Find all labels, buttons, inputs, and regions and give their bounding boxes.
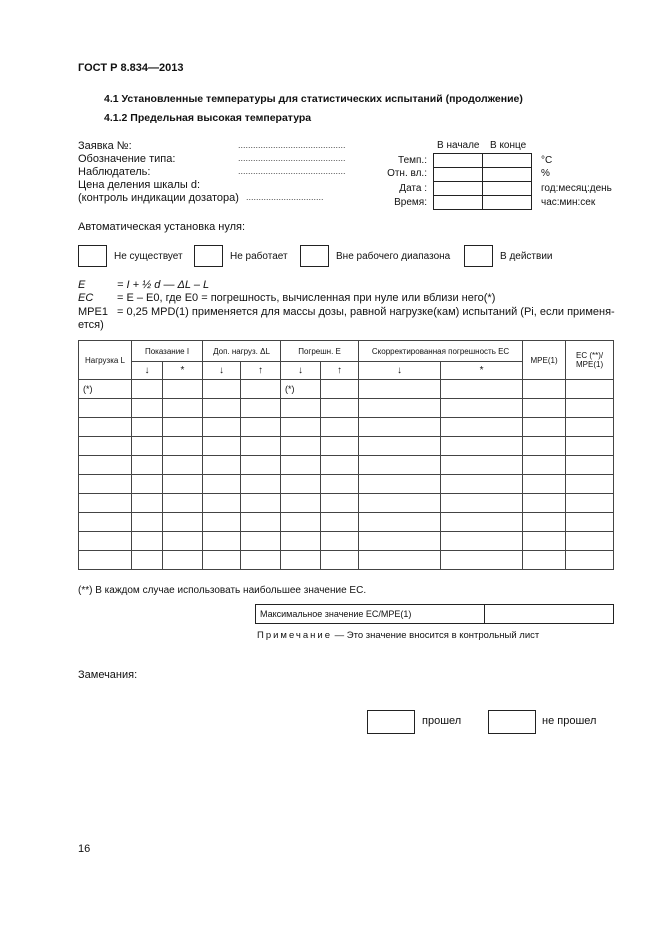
table-cell[interactable] — [163, 513, 203, 532]
table-cell[interactable] — [441, 551, 523, 570]
date-end-cell[interactable] — [483, 182, 532, 196]
scale-label: Цена деления шкалы d: — [78, 179, 200, 191]
formula-ec: = E – E0, где E0 = погрешность, вычисленная при нуле или вблизи него(*) — [117, 292, 496, 304]
formula-mpe-symbol: MPE1 — [78, 306, 108, 318]
header-corrected: Скорректированная погрешность EC — [359, 341, 523, 362]
table-row — [79, 513, 614, 532]
table-cell[interactable] — [163, 494, 203, 513]
cond-start-header: В начале — [437, 140, 480, 151]
formula-ec-symbol: EC — [78, 292, 94, 304]
table-cell[interactable] — [523, 513, 566, 532]
table-cell[interactable] — [441, 494, 523, 513]
remarks-label: Замечания: — [78, 669, 138, 681]
application-label: Заявка №: — [78, 140, 132, 152]
table-cell[interactable] — [281, 532, 321, 551]
table-cell[interactable] — [321, 456, 359, 475]
cond-unit-time: час:мин:сек — [541, 197, 596, 208]
table-cell[interactable] — [132, 456, 163, 475]
header-load: Нагрузка L — [79, 341, 132, 380]
passed-label: прошел — [422, 715, 462, 727]
cond-unit-date: год:месяц:день — [541, 183, 612, 194]
temp-start-cell[interactable] — [434, 154, 483, 168]
table-cell[interactable] — [566, 494, 614, 513]
table-cell[interactable] — [79, 456, 132, 475]
table-cell[interactable] — [441, 456, 523, 475]
table-cell[interactable] — [281, 494, 321, 513]
table-cell[interactable] — [79, 532, 132, 551]
table-row — [79, 475, 614, 494]
table-cell[interactable] — [441, 513, 523, 532]
cond-end-header: В конце — [490, 140, 527, 151]
checkbox-out-of-range[interactable] — [300, 245, 329, 267]
table-cell[interactable] — [441, 399, 523, 418]
table-cell[interactable] — [132, 399, 163, 418]
table-cell[interactable] — [132, 437, 163, 456]
table-cell[interactable] — [79, 551, 132, 570]
table-cell[interactable] — [359, 551, 441, 570]
indication-dots: ............................... — [246, 192, 324, 202]
arrow-star: * — [163, 362, 203, 380]
application-dots: ........................................... — [238, 140, 346, 150]
arrow-down: ↓ — [281, 362, 321, 380]
table-cell[interactable] — [321, 475, 359, 494]
humidity-start-cell[interactable] — [434, 168, 483, 182]
table-cell[interactable] — [241, 456, 281, 475]
table-cell[interactable] — [241, 532, 281, 551]
table-cell[interactable] — [321, 513, 359, 532]
table-cell[interactable] — [359, 513, 441, 532]
time-start-cell[interactable] — [434, 196, 483, 210]
table-cell[interactable] — [523, 494, 566, 513]
table-row — [79, 418, 614, 437]
table-cell[interactable] — [203, 475, 241, 494]
table-cell[interactable] — [281, 437, 321, 456]
note-text: — Это значение вносится в контрольный лист — [332, 630, 540, 641]
table-cell[interactable] — [281, 399, 321, 418]
table-cell[interactable] — [241, 475, 281, 494]
table-cell[interactable] — [79, 494, 132, 513]
checkbox-not-exists[interactable] — [78, 245, 107, 267]
table-cell[interactable] — [359, 456, 441, 475]
failed-label: не прошел — [542, 715, 597, 727]
type-dots: ........................................... — [238, 153, 346, 163]
arrow-star: * — [441, 362, 523, 380]
formula-mpe-cont: ется) — [78, 319, 104, 331]
table-cell[interactable] — [132, 475, 163, 494]
checkbox-passed[interactable] — [367, 710, 415, 734]
cond-unit-humidity: % — [541, 168, 550, 179]
table-cell[interactable] — [241, 437, 281, 456]
table-cell[interactable] — [163, 437, 203, 456]
table-cell[interactable] — [132, 494, 163, 513]
option-active: В действии — [500, 251, 553, 262]
table-cell[interactable] — [203, 513, 241, 532]
table-cell[interactable] — [359, 437, 441, 456]
table-cell[interactable] — [203, 494, 241, 513]
checkbox-not-working[interactable] — [194, 245, 223, 267]
table-row — [79, 456, 614, 475]
cond-label-temp: Темп.: — [398, 155, 427, 166]
header-ratio: EC (**)/ MPE(1) — [566, 341, 614, 380]
table-cell[interactable] — [132, 513, 163, 532]
table-cell[interactable] — [321, 532, 359, 551]
table-cell[interactable] — [359, 494, 441, 513]
table-cell[interactable] — [281, 475, 321, 494]
page-number: 16 — [78, 843, 91, 855]
table-row — [79, 437, 614, 456]
table-cell[interactable] — [359, 475, 441, 494]
table-cell[interactable] — [241, 418, 281, 437]
humidity-end-cell[interactable] — [483, 168, 532, 182]
header-mpe: MPE(1) — [523, 341, 566, 380]
table-cell[interactable] — [359, 532, 441, 551]
header-indication: Показание I — [132, 341, 203, 362]
temp-end-cell[interactable] — [483, 154, 532, 168]
section-subtitle: 4.1.2 Предельная высокая температура — [104, 112, 312, 124]
cond-label-humidity: Отн. вл.: — [387, 168, 427, 179]
table-cell[interactable] — [79, 475, 132, 494]
table-cell[interactable] — [79, 513, 132, 532]
table-cell[interactable] — [241, 399, 281, 418]
cond-unit-temp: °C — [541, 155, 553, 166]
table-cell[interactable] — [359, 418, 441, 437]
table-cell[interactable] — [79, 437, 132, 456]
type-label: Обозначение типа: — [78, 153, 176, 165]
observer-dots: ........................................... — [238, 166, 346, 176]
table-cell[interactable] — [281, 456, 321, 475]
table-cell[interactable] — [203, 551, 241, 570]
zero-title: Автоматическая установка нуля: — [78, 221, 246, 233]
table-cell[interactable] — [281, 513, 321, 532]
table-cell[interactable] — [163, 551, 203, 570]
table-cell[interactable] — [241, 513, 281, 532]
table-cell[interactable] — [321, 418, 359, 437]
arrow-down: ↓ — [132, 362, 163, 380]
arrow-down: ↓ — [359, 362, 441, 380]
formula-e-symbol: E — [78, 279, 86, 291]
table-cell[interactable] — [321, 494, 359, 513]
table-cell[interactable] — [163, 456, 203, 475]
table-cell[interactable] — [523, 437, 566, 456]
table-cell[interactable] — [321, 437, 359, 456]
option-out-of-range: Вне рабочего диапазона — [336, 251, 451, 262]
table-cell[interactable] — [203, 532, 241, 551]
date-start-cell[interactable] — [434, 182, 483, 196]
table-cell[interactable] — [566, 399, 614, 418]
table-cell[interactable] — [203, 456, 241, 475]
table-cell[interactable] — [523, 532, 566, 551]
table-cell[interactable] — [241, 494, 281, 513]
table-row — [79, 380, 614, 399]
table-cell[interactable] — [441, 418, 523, 437]
table-cell[interactable] — [523, 456, 566, 475]
table-cell[interactable] — [163, 475, 203, 494]
table-cell[interactable] — [523, 399, 566, 418]
table-cell[interactable] — [566, 532, 614, 551]
table-cell[interactable] — [163, 532, 203, 551]
arrow-up: ↑ — [321, 362, 359, 380]
observer-label: Наблюдатель: — [78, 166, 151, 178]
cond-label-time: Время: — [394, 197, 427, 208]
table-cell[interactable] — [441, 475, 523, 494]
arrow-down: ↓ — [203, 362, 241, 380]
table-cell[interactable] — [566, 437, 614, 456]
table-cell[interactable] — [523, 418, 566, 437]
table-cell[interactable] — [163, 399, 203, 418]
table-body — [79, 399, 614, 570]
table-cell[interactable] — [566, 418, 614, 437]
table-cell[interactable] — [203, 399, 241, 418]
time-end-cell[interactable] — [483, 196, 532, 210]
table-cell[interactable] — [163, 418, 203, 437]
table-cell[interactable] — [566, 456, 614, 475]
option-not-exists: Не существует — [114, 251, 183, 262]
table-row — [79, 551, 614, 570]
header-error: Погрешн. E — [281, 341, 359, 362]
table-cell[interactable] — [441, 437, 523, 456]
section-title: 4.1 Установленные температуры для статистических испытаний (продолжение) — [104, 93, 523, 105]
note — [257, 630, 539, 641]
table-row — [79, 399, 614, 418]
table-row — [79, 532, 614, 551]
table-cell[interactable] — [566, 551, 614, 570]
indication-label: (контроль индикации дозатора) — [78, 192, 239, 204]
table-cell[interactable] — [203, 437, 241, 456]
table-cell[interactable] — [566, 513, 614, 532]
table-cell[interactable] — [132, 551, 163, 570]
conditions-table — [433, 153, 532, 210]
table-cell[interactable] — [321, 551, 359, 570]
formula-e: = I + ½ d — ΔL – L — [117, 279, 210, 291]
option-not-working: Не работает — [230, 251, 288, 262]
table-cell[interactable] — [281, 418, 321, 437]
load-mark: (*) — [79, 380, 132, 399]
table-cell[interactable] — [359, 399, 441, 418]
table-cell[interactable] — [523, 475, 566, 494]
formula-mpe: = 0,25 MPD(1) применяется для массы дозы, равной нагрузке(кам) испытаний (Pi, если применя- — [117, 306, 615, 318]
max-value-table — [255, 604, 614, 624]
max-value-cell[interactable] — [485, 605, 614, 624]
arrow-up: ↑ — [241, 362, 281, 380]
table-cell[interactable] — [79, 399, 132, 418]
cond-label-date: Дата : — [399, 183, 427, 194]
checkbox-active[interactable] — [464, 245, 493, 267]
table-row — [79, 494, 614, 513]
table-cell[interactable] — [321, 399, 359, 418]
header-add-load: Доп. нагруз. ΔL — [203, 341, 281, 362]
table-cell[interactable] — [566, 475, 614, 494]
table-cell[interactable] — [241, 551, 281, 570]
results-table — [78, 340, 614, 570]
table-cell[interactable] — [79, 418, 132, 437]
table-cell[interactable] — [132, 418, 163, 437]
table-cell[interactable] — [281, 551, 321, 570]
table-cell[interactable] — [523, 551, 566, 570]
table-cell[interactable] — [132, 532, 163, 551]
checkbox-failed[interactable] — [488, 710, 536, 734]
note-label: Примечание — [257, 630, 332, 641]
table-cell[interactable] — [441, 532, 523, 551]
error-mark: (*) — [281, 380, 321, 399]
max-value-label: Максимальное значение EC/MPE(1) — [256, 605, 485, 624]
footnote: (**) В каждом случае использовать наибольшее значение EC. — [78, 585, 367, 596]
document-id: ГОСТ Р 8.834—2013 — [78, 62, 184, 74]
table-cell[interactable] — [203, 418, 241, 437]
